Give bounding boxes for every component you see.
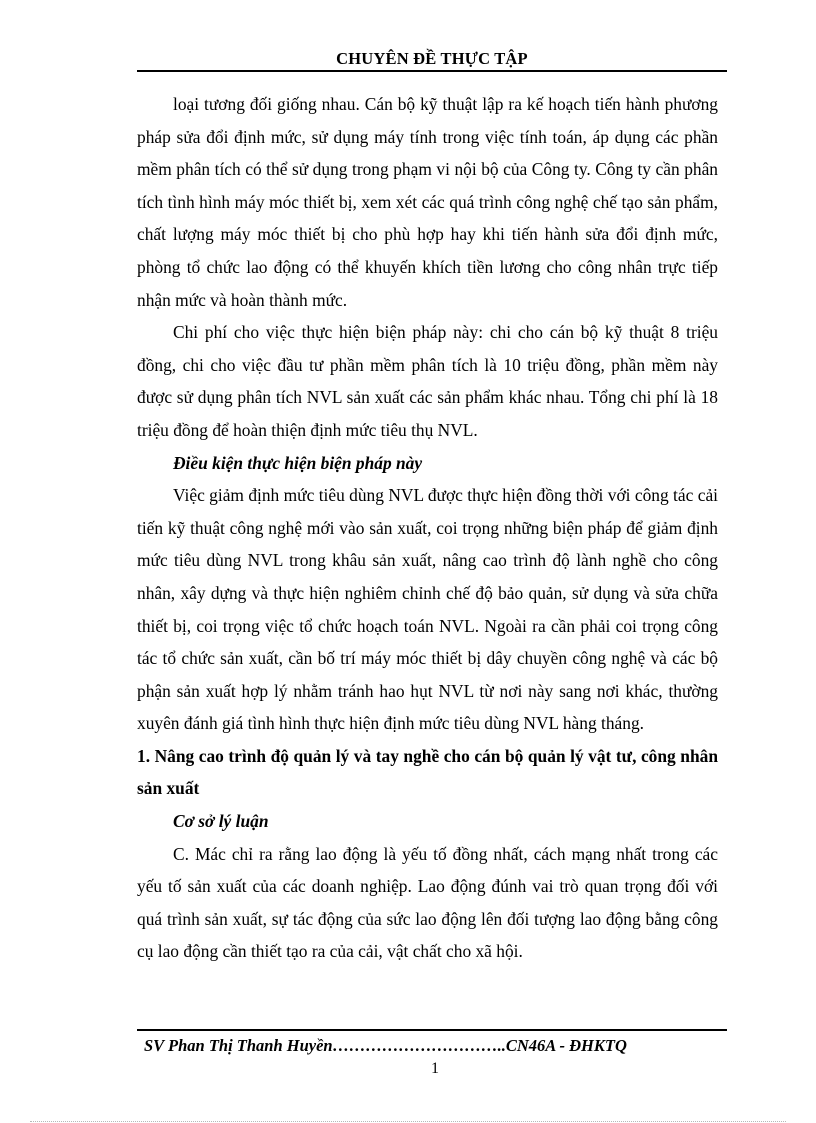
footer-divider: [137, 1029, 727, 1031]
subheading-conditions: Điều kiện thực hiện biện pháp này: [173, 452, 423, 473]
paragraph-theory: C. Mác chỉ ra rằng lao động là yếu tố đồng nhất, cách mạng nhất trong các yếu tố sản xuất của các doanh nghiệp. Lao động đúnh vai trò quan trọng đối với quá trình sản xuất, sự tác động của sức lao động lên đối tượng lao động bằng công cụ lao động cần thiết tạo ra của cải, vật chất cho xã hội.: [137, 843, 718, 962]
paragraph-continued: loại tương đối giống nhau. Cán bộ kỹ thuật lập ra kế hoạch tiến hành phương pháp sửa đổi định mức, sử dụng máy tính trong việc tính toán, áp dụng các phần mềm phân tích có thể sử dụng trong phạm vi nội bộ của Công ty. Công ty cần phân tích tình hình máy móc thiết bị, xem xét các quá trình công nghệ chế tạo sản phẩm, chất lượng máy móc thiết bị cho phù hợp hay khi tiến hành sửa đổi định mức, phòng tổ chức lao động có thể khuyến khích tiền lương cho công nhân trực tiếp nhận mức và hoàn thành mức.: [137, 94, 718, 310]
document-body: [137, 88, 718, 968]
page-boundary-line: [30, 1121, 786, 1122]
header-divider: [137, 70, 727, 72]
page-header-title: CHUYÊN ĐỀ THỰC TẬP: [336, 49, 528, 68]
subheading-theory: Cơ sở lý luận: [173, 811, 269, 832]
page-number: 1: [431, 1060, 439, 1077]
paragraph-cost: Chi phí cho việc thực hiện biện pháp này: chi cho cán bộ kỹ thuật 8 triệu đồng, chi cho việc đầu tư phần mềm phân tích là 10 triệu đồng, phần mềm này được sử dụng phân tích NVL sản xuất các sản phẩm khác nhau. Tổng chi phí là 18 triệu đồng để hoàn thiện định mức tiêu thụ NVL.: [137, 322, 718, 440]
section-heading-1: 1. Nâng cao trình độ quản lý và tay nghề cho cán bộ quản lý vật tư, công nhân sản xuất: [137, 745, 718, 799]
page-footer-text: SV Phan Thị Thanh Huyền…………………………..CN46A - ĐHKTQ: [144, 1036, 627, 1055]
paragraph-conditions: Việc giảm định mức tiêu dùng NVL được thực hiện đồng thời với công tác cải tiến kỹ thuật công nghệ mới vào sản xuất, coi trọng những biện pháp để giảm định mức tiêu dùng NVL trong khâu sản xuất, nâng cao trình độ lành nghề cho công nhân, xây dựng và thực hiện nghiêm chỉnh chế độ bảo quản, sử dụng và sửa chữa thiết bị, coi trọng việc tổ chức hoạch toán NVL. Ngoài ra cần phải coi trọng công tác tổ chức sản xuất, cần bố trí máy móc thiết bị dây chuyền công nghệ và các bộ phận sản xuất hợp lý nhằm tránh hao hụt NVL từ nơi này sang nơi khác, thường xuyên đánh giá tình hình thực hiện định mức tiêu dùng NVL hàng tháng.: [137, 485, 718, 734]
